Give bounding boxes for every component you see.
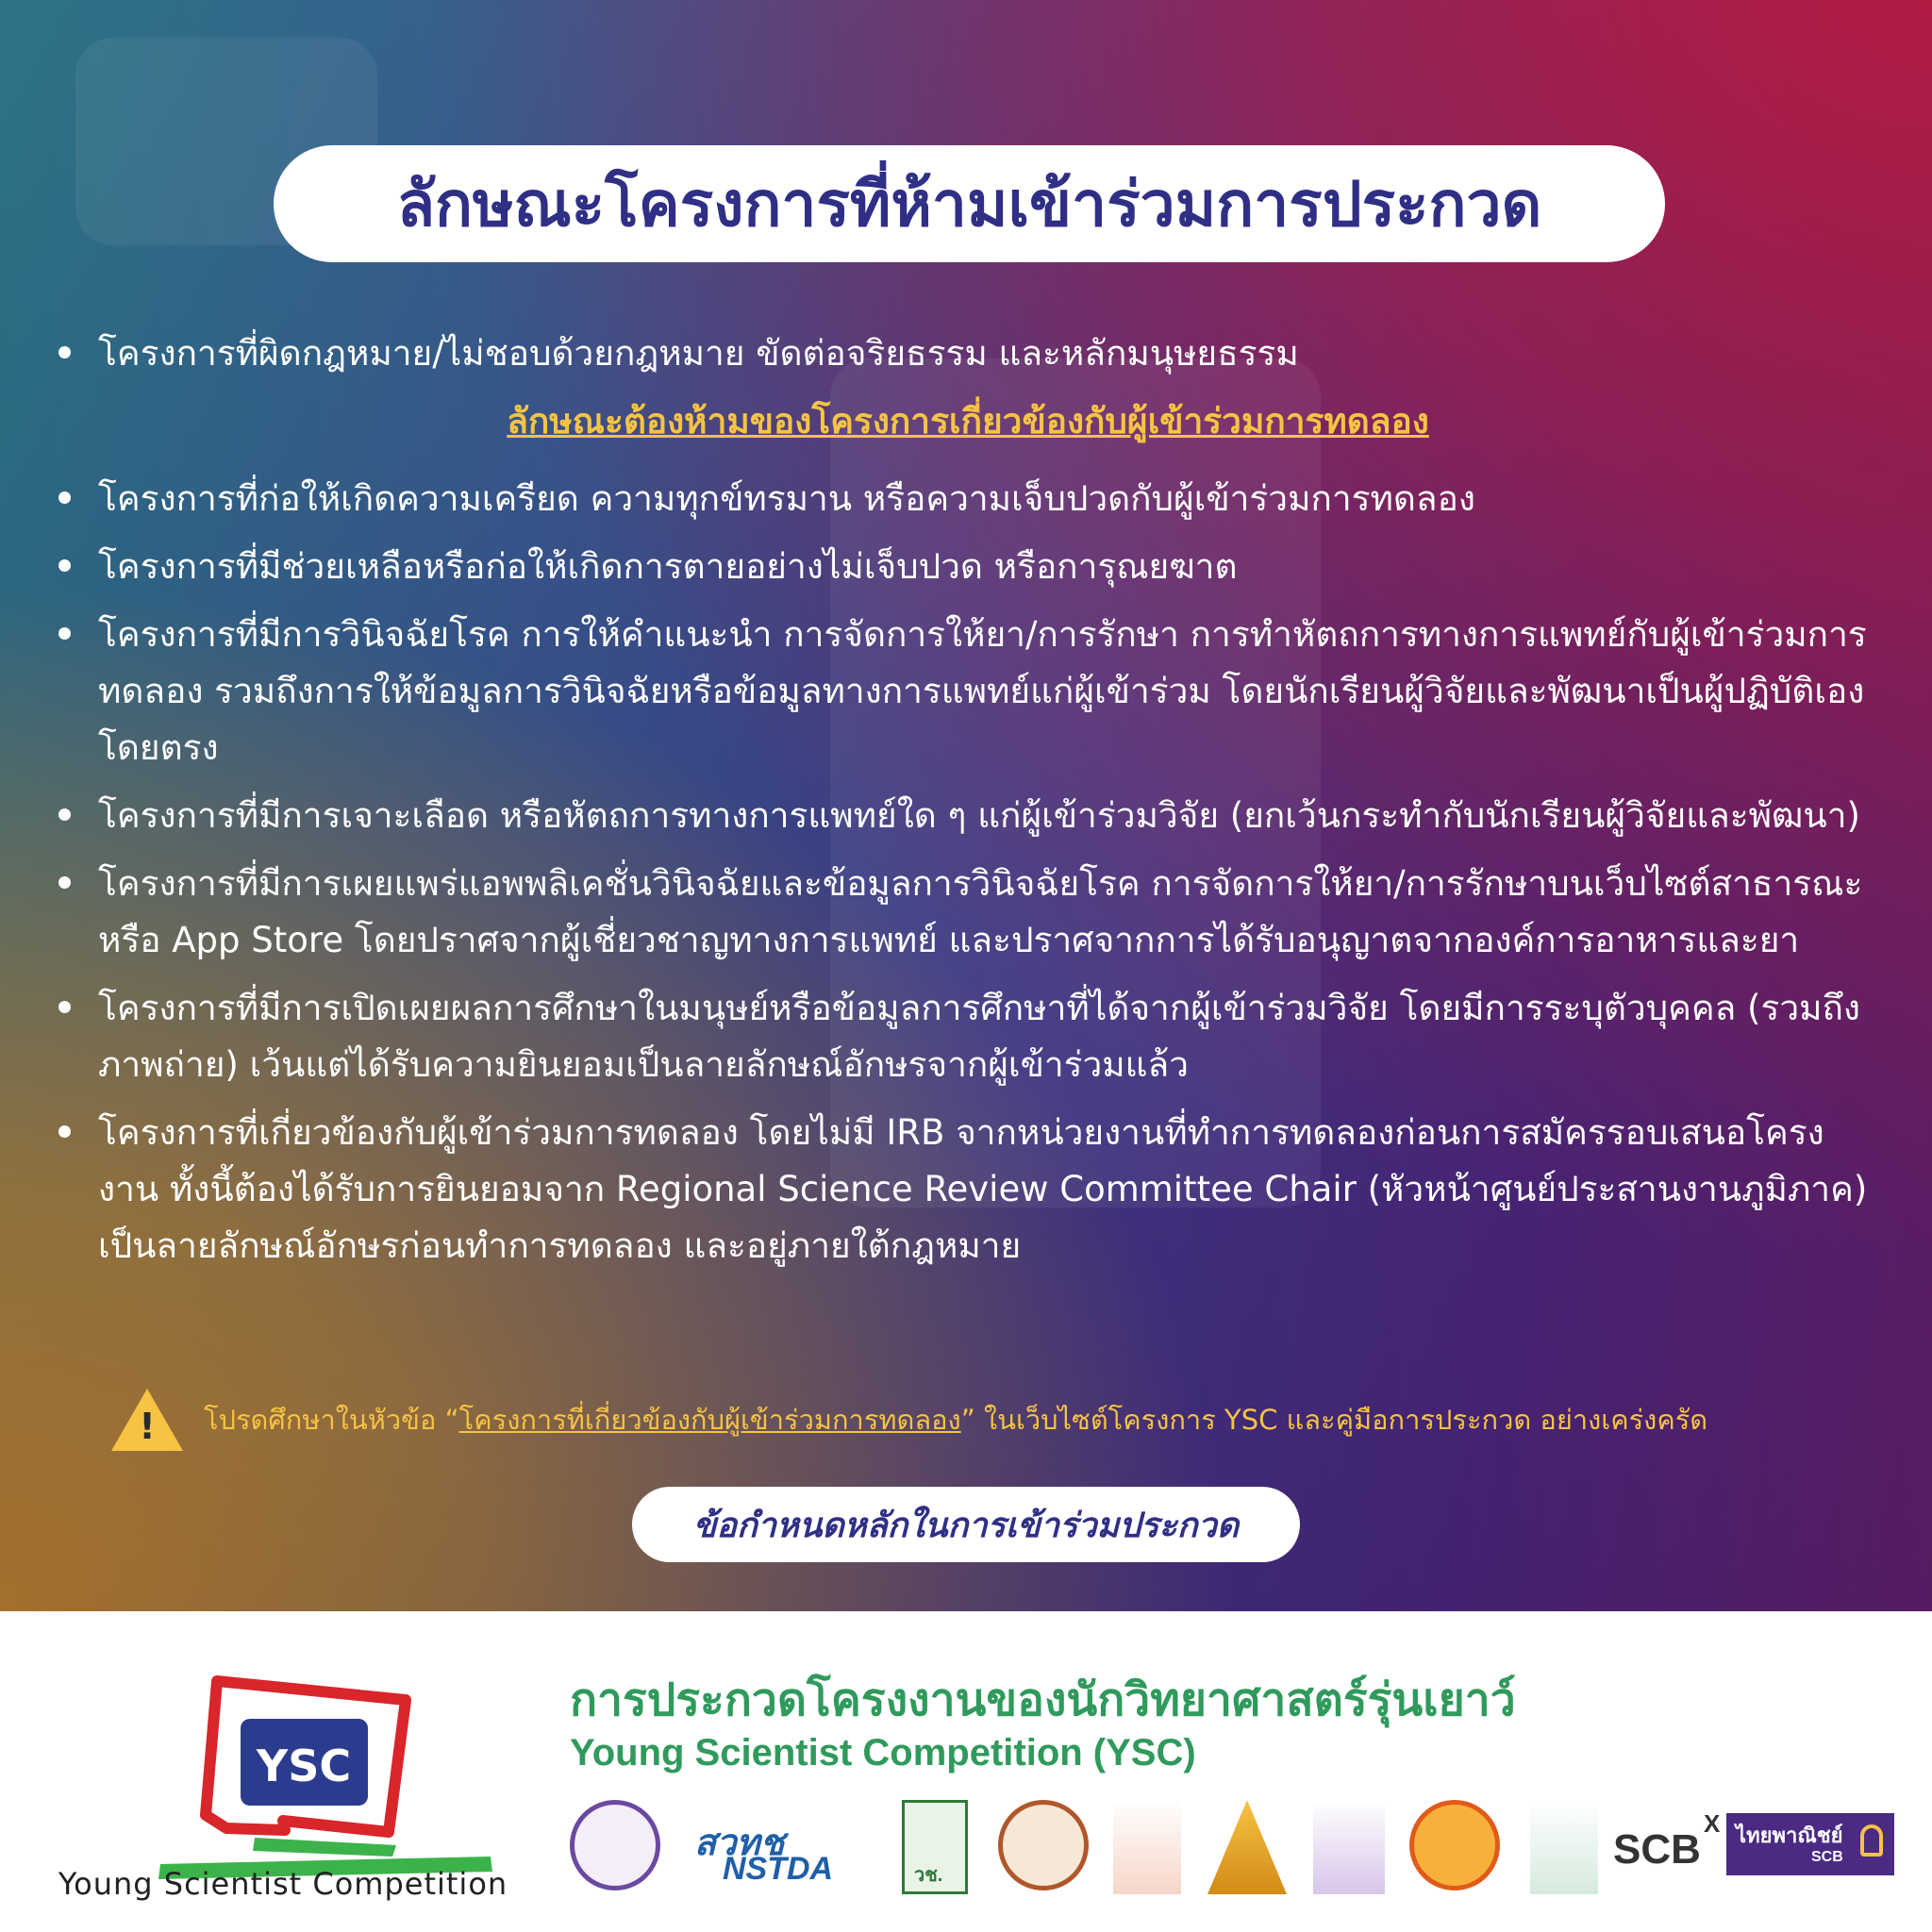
scb-thai-text: ไทยพาณิชย์ [1736,1824,1843,1847]
scbx-sup: X [1704,1809,1721,1838]
rule-item [53,607,1883,776]
rule-text: โครงการที่เกี่ยวข้องกับผู้เข้าร่วมการทดลอง โดยไม่มี IRB จากหน่วยงานที่ทำการทดลองก่อนการสมัครรอบเสนอโครงงาน ทั้งนี้ต้องได้รับการยินยอมจาก Regional Science Review Committee Chair (หัวหน้าศูนย์ประสานงานภูมิภาค) เป็นลายลักษณ์อักษรก่อนทำการทดลอง และอยู่ภายใต้กฎหมาย [98,1112,1868,1266]
rule-text: โครงการที่มีช่วยเหลือหรือก่อให้เกิดการตายอย่างไม่เจ็บปวด หรือการุณยฆาต [98,546,1238,587]
nstda-logo [689,1800,858,1890]
scbx-text: SCB [1613,1826,1701,1873]
university-emblem-1-icon [1113,1800,1181,1894]
warning-suffix: ” ในเว็บไซต์โครงการ YSC และคู่มือการประกวด อย่างเคร่งครัด [960,1404,1708,1436]
rule-item [53,1105,1883,1274]
title-banner [274,145,1665,262]
rules-list [53,325,1883,1286]
university-emblem-2-icon [1208,1800,1287,1894]
bullet-dot [58,491,71,504]
university-emblem-green-icon [1530,1800,1598,1894]
warning-mark: ! [139,1406,156,1447]
rule-text: โครงการที่มีการเจาะเลือด หรือหัตถการทางการแพทย์ใด ๆ แก่ผู้เข้าร่วมวิจัย (ยกเว้นกระทำกับนักเรียนผู้วิจัยและพัฒนา) [98,795,1860,836]
rule-text: โครงการที่ก่อให้เกิดความเครียด ความทุกข์ทรมาน หรือความเจ็บปวดกับผู้เข้าร่วมการทดลอง [98,478,1475,519]
bullet-dot [58,346,71,358]
bullet-dot [58,627,71,640]
nstda-en-text: NSTDA [723,1851,834,1887]
rule-item [53,788,1883,844]
org-name-thai: การประกวดโครงงานของนักวิทยาศาสตร์รุ่นเยาว์ [570,1674,1516,1726]
nrct-text: วช. [914,1865,943,1886]
warning-notice [111,1387,1875,1453]
ysc-logo [38,1662,547,1898]
warning-link[interactable]: โครงการที่เกี่ยวข้องกับผู้เข้าร่วมการทดลอง [458,1404,961,1436]
warning-prefix: โปรดศึกษาในหัวข้อ “ [204,1404,459,1436]
page-title: ลักษณะโครงการที่ห้ามเข้าร่วมการประกวด [396,167,1542,241]
scb-mark-icon [1860,1824,1883,1857]
warning-icon [111,1389,183,1451]
org-name-english: Young Scientist Competition (YSC) [570,1732,1196,1774]
rule-text: โครงการที่มีการเผยแพร่แอพพลิเคชั่นวินิจฉัยและข้อมูลการวินิจฉัยโรค การจัดการให้ยา/การรักษาบนเว็บไซต์สาธารณะหรือ App Store โดยปราศจากผู้เชี่ยวชาญทางการแพทย์ และปราศจากการได้รับอนุญาตจากองค์การอาหารและยา [98,863,1863,960]
bullet-dot [58,876,71,889]
logo-green-bar-top [253,1838,396,1857]
rule-text: โครงการที่ผิดกฎหมาย/ไม่ชอบด้วยกฎหมาย ขัดต่อจริยธรรม และหลักมนุษยธรรม [98,333,1299,374]
university-emblem-3-icon [1313,1800,1385,1894]
rule-item [53,325,1883,382]
footer [0,1611,1932,1932]
rule-item [53,856,1883,969]
partner-logos [566,1800,1906,1904]
rule-item [53,980,1883,1093]
logo-text: YSC [256,1740,352,1791]
bullet-dot [58,1001,71,1013]
university-seal-orange-icon [1409,1800,1500,1890]
nrct-logo [902,1800,968,1894]
nstda-thai-text: สวทช [694,1824,785,1863]
main-requirements-button[interactable]: ข้อกำหนดหลักในการเข้าร่วมประกวด [632,1487,1300,1562]
bullet-dot [58,559,71,572]
elephant-seal-icon [998,1800,1089,1890]
rule-item [53,539,1883,595]
section-subheading: ลักษณะต้องห้ามของโครงการเกี่ยวข้องกับผู้เข้าร่วมการทดลอง [507,401,1429,441]
rule-text: โครงการที่มีการเปิดเผยผลการศึกษาในมนุษย์หรือข้อมูลการศึกษาที่ได้จากผู้เข้าร่วมวิจัย โดยมีการระบุตัวบุคคล (รวมถึงภาพถ่าย) เว้นแต่ได้รับความยินยอมเป็นลายลักษณ์อักษรจากผู้เข้าร่วมแล้ว [98,988,1860,1085]
scbx-logo [1613,1800,1721,1890]
logo-caption: Young Scientist Competition [58,1866,508,1902]
scb-en-text: SCB [1811,1849,1843,1865]
rule-text: โครงการที่มีการวินิจฉัยโรค การให้คำแนะนำ การจัดการให้ยา/การรักษา การทำหัตถการทางการแพทย์กับผู้เข้าร่วมการทดลอง รวมถึงการให้ข้อมูลการวินิจฉัยหรือข้อมูลทางการแพทย์แก่ผู้เข้าร่วม โดยนักเรียนผู้วิจัยและพัฒนาเป็นผู้ปฏิบัติเองโดยตรง [98,614,1867,768]
rule-item [53,471,1883,527]
scb-bank-logo [1726,1813,1894,1875]
bullet-dot [58,1125,71,1138]
bullet-dot [58,808,71,821]
science-society-logo-icon [570,1800,660,1890]
